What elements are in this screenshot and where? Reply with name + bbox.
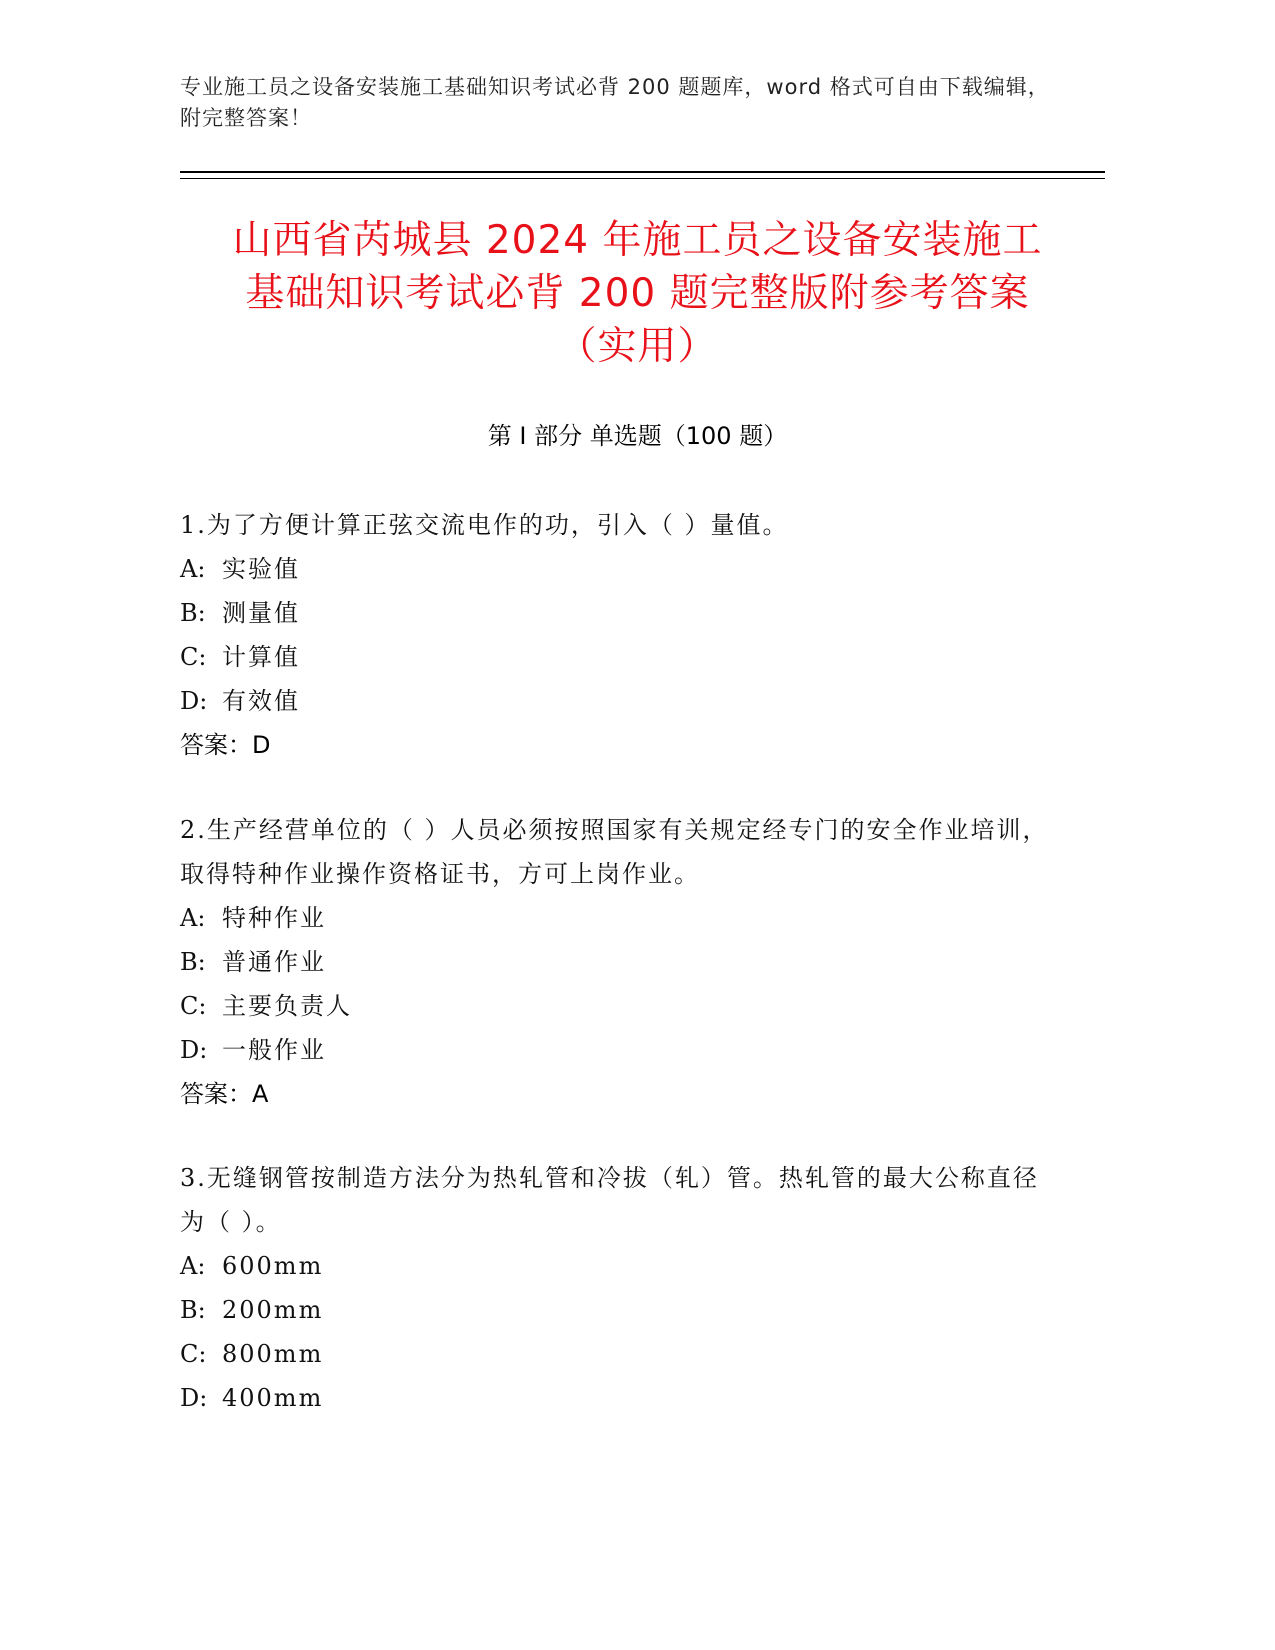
option-d — [180, 1028, 1060, 1072]
option-label: A: — [180, 904, 206, 932]
option-d — [180, 1376, 1060, 1420]
question-text: 3.无缝钢管按制造方法分为热轧管和冷拔（轧）管。热轧管的最大公称直径为（ ）。 — [180, 1164, 1039, 1236]
question-1 — [180, 503, 1060, 767]
question-2 — [180, 808, 1060, 1116]
option-c — [180, 1332, 1060, 1376]
title-line-3: （实用） — [557, 324, 718, 369]
option-text: 计算值 — [222, 643, 300, 671]
option-text: 普通作业 — [222, 948, 326, 976]
option-d — [180, 679, 1060, 723]
title-line-2: 基础知识考试必背 200 题完整版附参考答案 — [245, 271, 1030, 316]
answer: 答案：A — [180, 1080, 269, 1108]
option-label: C: — [180, 992, 207, 1020]
header-note: 专业施工员之设备安装施工基础知识考试必背 200 题题库，word 格式可自由下载编辑，附完整答案！ — [180, 75, 1050, 130]
option-text: 有效值 — [222, 687, 300, 715]
option-label: C: — [180, 643, 207, 671]
option-text: 400mm — [222, 1384, 324, 1412]
option-b — [180, 591, 1060, 635]
question-text: 2.生产经营单位的（ ）人员必须按照国家有关规定经专门的安全作业培训，取得特种作业操作资格证书，方可上岗作业。 — [180, 816, 1049, 888]
option-text: 200mm — [222, 1296, 324, 1324]
option-label: A: — [180, 555, 206, 583]
option-text: 实验值 — [222, 555, 300, 583]
option-b — [180, 1288, 1060, 1332]
header-divider-thick — [180, 171, 1105, 173]
section-title: 第 I 部分 单选题（100 题） — [487, 422, 788, 450]
option-label: C: — [180, 1340, 207, 1368]
option-c — [180, 984, 1060, 1028]
document-title — [150, 214, 1125, 373]
option-a — [180, 1244, 1060, 1288]
option-label: D: — [180, 1384, 208, 1412]
option-c — [180, 635, 1060, 679]
question-3 — [180, 1156, 1060, 1420]
option-label: D: — [180, 1036, 208, 1064]
option-label: D: — [180, 687, 208, 715]
option-text: 测量值 — [222, 599, 300, 627]
answer: 答案：D — [180, 731, 271, 759]
option-label: A: — [180, 1252, 206, 1280]
option-text: 主要负责人 — [222, 992, 352, 1020]
option-b — [180, 940, 1060, 984]
question-text: 1.为了方便计算正弦交流电作的功，引入（ ）量值。 — [180, 511, 789, 539]
title-line-1: 山西省芮城县 2024 年施工员之设备安装施工 — [232, 218, 1043, 263]
option-label: B: — [180, 599, 206, 627]
option-text: 特种作业 — [222, 904, 326, 932]
option-a — [180, 896, 1060, 940]
option-a — [180, 547, 1060, 591]
header-divider-thin — [180, 178, 1105, 179]
option-label: B: — [180, 1296, 206, 1324]
option-text: 一般作业 — [222, 1036, 326, 1064]
option-label: B: — [180, 948, 206, 976]
option-text: 600mm — [222, 1252, 324, 1280]
option-text: 800mm — [222, 1340, 324, 1368]
